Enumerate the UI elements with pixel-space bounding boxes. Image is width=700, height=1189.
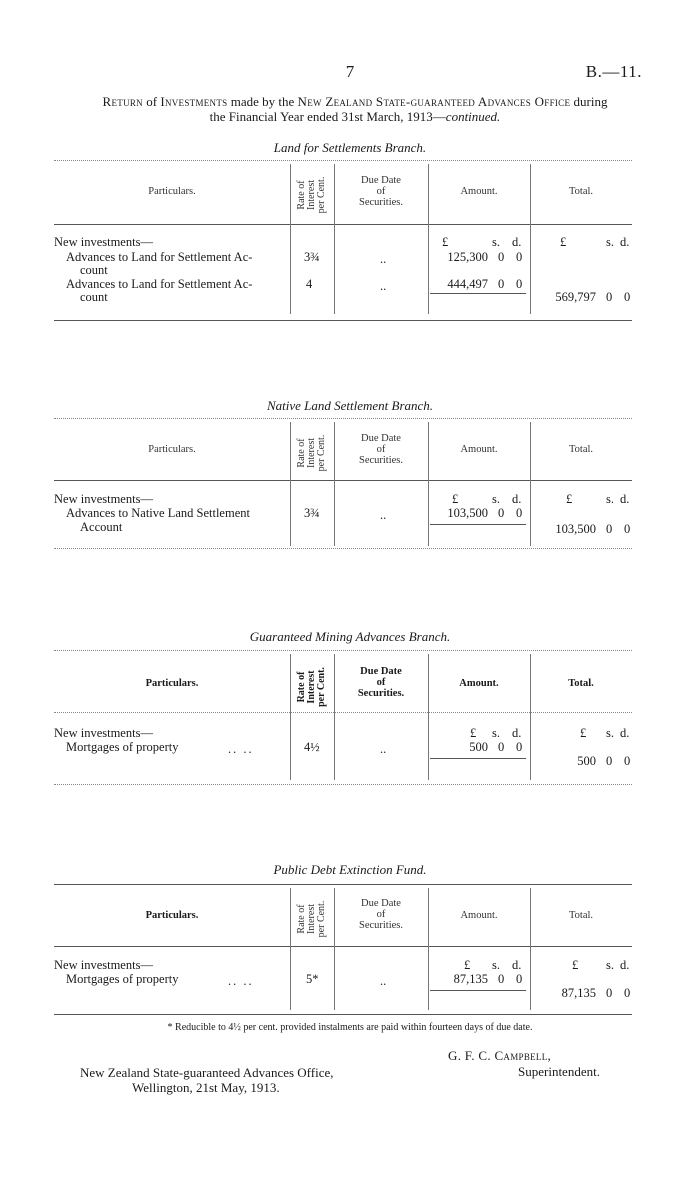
total-pence: 0 [624, 986, 631, 1000]
title-made-by: made by the [227, 94, 298, 109]
total-pence: 0 [624, 290, 631, 304]
total-pence: 0 [624, 522, 631, 536]
amount-pence-header: d. [512, 492, 522, 506]
total-pounds: 103,500 [555, 522, 596, 536]
section-title-public-debt: Public Debt Extinction Fund. [273, 862, 427, 877]
row-rate: 4 [306, 277, 313, 291]
row-rate: 5* [306, 972, 319, 986]
amount-pence-header: d. [512, 958, 522, 972]
table-public-debt [54, 884, 632, 1016]
total-pounds: 500 [577, 754, 596, 768]
total-pounds: 569,797 [555, 290, 596, 304]
total-pound-sign: £ [566, 492, 573, 506]
section-title-mining-advances: Guaranteed Mining Advances Branch. [249, 629, 451, 644]
signatory-name: G. F. C. Campbell, [448, 1048, 552, 1063]
row-amount-pence: 0 [516, 972, 523, 986]
col-header-total: Total. [568, 186, 594, 197]
table-native-land [54, 418, 632, 550]
col-header-particulars: Particulars. [145, 910, 199, 921]
total-pound-sign: £ [572, 958, 579, 972]
total-pence-header: d. [620, 726, 630, 740]
row-amount-pence: 0 [516, 506, 523, 520]
col-header-due-date: Due Date of Securities. [358, 433, 404, 466]
col-header-amount: Amount. [459, 678, 499, 689]
row-amount-pounds: 444,497 [447, 277, 488, 291]
row-amount-shillings: 0 [498, 972, 505, 986]
amount-pound-sign: £ [452, 492, 459, 506]
row-due-date: .. [380, 508, 387, 522]
total-shillings: 0 [606, 290, 613, 304]
office-address [80, 1065, 334, 1095]
row-due-date: .. [380, 279, 387, 293]
title-during: during [570, 94, 608, 109]
col-header-amount: Amount. [460, 444, 498, 455]
col-header-total: Total. [568, 444, 594, 455]
row-amount-shillings: 0 [498, 740, 505, 754]
col-header-particulars: Particulars. [148, 444, 196, 455]
col-header-particulars: Particulars. [148, 186, 196, 197]
signatory [448, 1048, 600, 1080]
title-word-investments: Investments [160, 94, 228, 109]
total-pence-header: d. [620, 235, 630, 249]
row-particulars: Advances to Land for Settlement Ac- [66, 277, 253, 291]
amount-shillings-header: s. [492, 958, 500, 972]
footnote: * Reducible to 4½ per cent. provided instalments are paid within fourteen days of due date. [167, 1022, 533, 1033]
row-amount-shillings: 0 [498, 506, 505, 520]
total-shillings-header: s. [606, 958, 614, 972]
col-header-due-date: Due Date of Securities. [357, 666, 405, 699]
office-line-1: New Zealand State-guaranteed Advances Office, [80, 1065, 334, 1080]
row-particulars: Mortgages of property [66, 972, 179, 986]
row-amount-pounds: 87,135 [453, 972, 488, 986]
total-shillings: 0 [606, 522, 613, 536]
title-office-name: New Zealand State-guaranteed Advances Office [297, 94, 571, 109]
col-header-due-date: Due Date of Securities. [358, 898, 404, 931]
total-shillings-header: s. [606, 492, 614, 506]
amount-subtotal-rule [430, 990, 526, 991]
amount-subtotal-rule [430, 293, 526, 294]
col-header-amount: Amount. [460, 186, 498, 197]
total-pence-header: d. [620, 958, 630, 972]
row-particulars-cont: Account [80, 520, 123, 534]
signatory-title: Superintendent. [518, 1064, 600, 1079]
row-amount-pounds: 500 [469, 740, 488, 754]
amount-subtotal-rule [430, 524, 526, 525]
col-header-particulars: Particulars. [145, 678, 199, 689]
total-shillings: 0 [606, 754, 613, 768]
col-header-rate: Rate of Interest per Cent. [296, 667, 327, 707]
amount-shillings-header: s. [492, 492, 500, 506]
group-label: New investments— [54, 235, 153, 249]
row-particulars-cont: count [80, 263, 108, 277]
amount-pound-sign: £ [470, 726, 477, 740]
row-amount-shillings: 0 [498, 277, 505, 291]
col-header-amount: Amount. [460, 910, 498, 921]
row-rate: 3¾ [304, 506, 320, 520]
office-line-2: Wellington, 21st May, 1913. [132, 1080, 280, 1095]
row-amount-pence: 0 [516, 740, 523, 754]
document-title [55, 94, 655, 124]
total-shillings-header: s. [606, 235, 614, 249]
col-header-due-date: Due Date of Securities. [358, 175, 404, 208]
row-amount-pounds: 125,300 [447, 250, 488, 264]
col-header-total: Total. [568, 910, 594, 921]
row-leader-dots: .. .. [228, 742, 254, 756]
group-label: New investments— [54, 492, 153, 506]
group-label: New investments— [54, 958, 153, 972]
title-line2: the Financial Year ended 31st March, 1913— [209, 109, 446, 124]
total-pence-header: d. [620, 492, 630, 506]
amount-pound-sign: £ [442, 235, 449, 249]
row-particulars: Mortgages of property [66, 740, 179, 754]
table-land-settlements [54, 160, 632, 322]
total-shillings-header: s. [606, 726, 614, 740]
col-header-rate: Rate of Interest per Cent. [296, 176, 327, 214]
total-pound-sign: £ [580, 726, 587, 740]
total-pounds: 87,135 [561, 986, 596, 1000]
row-amount-pence: 0 [516, 250, 523, 264]
amount-shillings-header: s. [492, 726, 500, 740]
col-header-total: Total. [568, 678, 594, 689]
document-reference: B.—11. [585, 62, 642, 81]
row-particulars: Advances to Native Land Settlement [66, 506, 250, 520]
total-pence: 0 [624, 754, 631, 768]
row-particulars-cont: count [80, 290, 108, 304]
row-leader-dots: .. .. [228, 974, 254, 988]
col-header-rate: Rate of Interest per Cent. [296, 900, 327, 938]
row-rate: 4½ [304, 740, 320, 754]
total-pound-sign: £ [560, 235, 567, 249]
row-due-date: .. [380, 742, 387, 756]
group-label: New investments— [54, 726, 153, 740]
title-of: of [142, 94, 161, 109]
amount-subtotal-rule [430, 758, 526, 759]
table-mining-advances [54, 650, 632, 786]
amount-pence-header: d. [512, 235, 522, 249]
section-title-land-settlements: Land for Settlements Branch. [273, 140, 427, 155]
row-amount-pence: 0 [516, 277, 523, 291]
section-title-native-land: Native Land Settlement Branch. [266, 398, 434, 413]
row-rate: 3¾ [304, 250, 320, 264]
title-word-return: Return [102, 94, 143, 109]
page-number: 7 [345, 62, 355, 81]
total-shillings: 0 [606, 986, 613, 1000]
row-amount-shillings: 0 [498, 250, 505, 264]
amount-pence-header: d. [512, 726, 522, 740]
amount-shillings-header: s. [492, 235, 500, 249]
title-continued: continued. [445, 109, 501, 124]
row-particulars: Advances to Land for Settlement Ac- [66, 250, 253, 264]
row-amount-pounds: 103,500 [447, 506, 488, 520]
row-due-date: .. [380, 252, 387, 266]
row-due-date: .. [380, 974, 387, 988]
amount-pound-sign: £ [464, 958, 471, 972]
col-header-rate: Rate of Interest per Cent. [296, 434, 327, 472]
